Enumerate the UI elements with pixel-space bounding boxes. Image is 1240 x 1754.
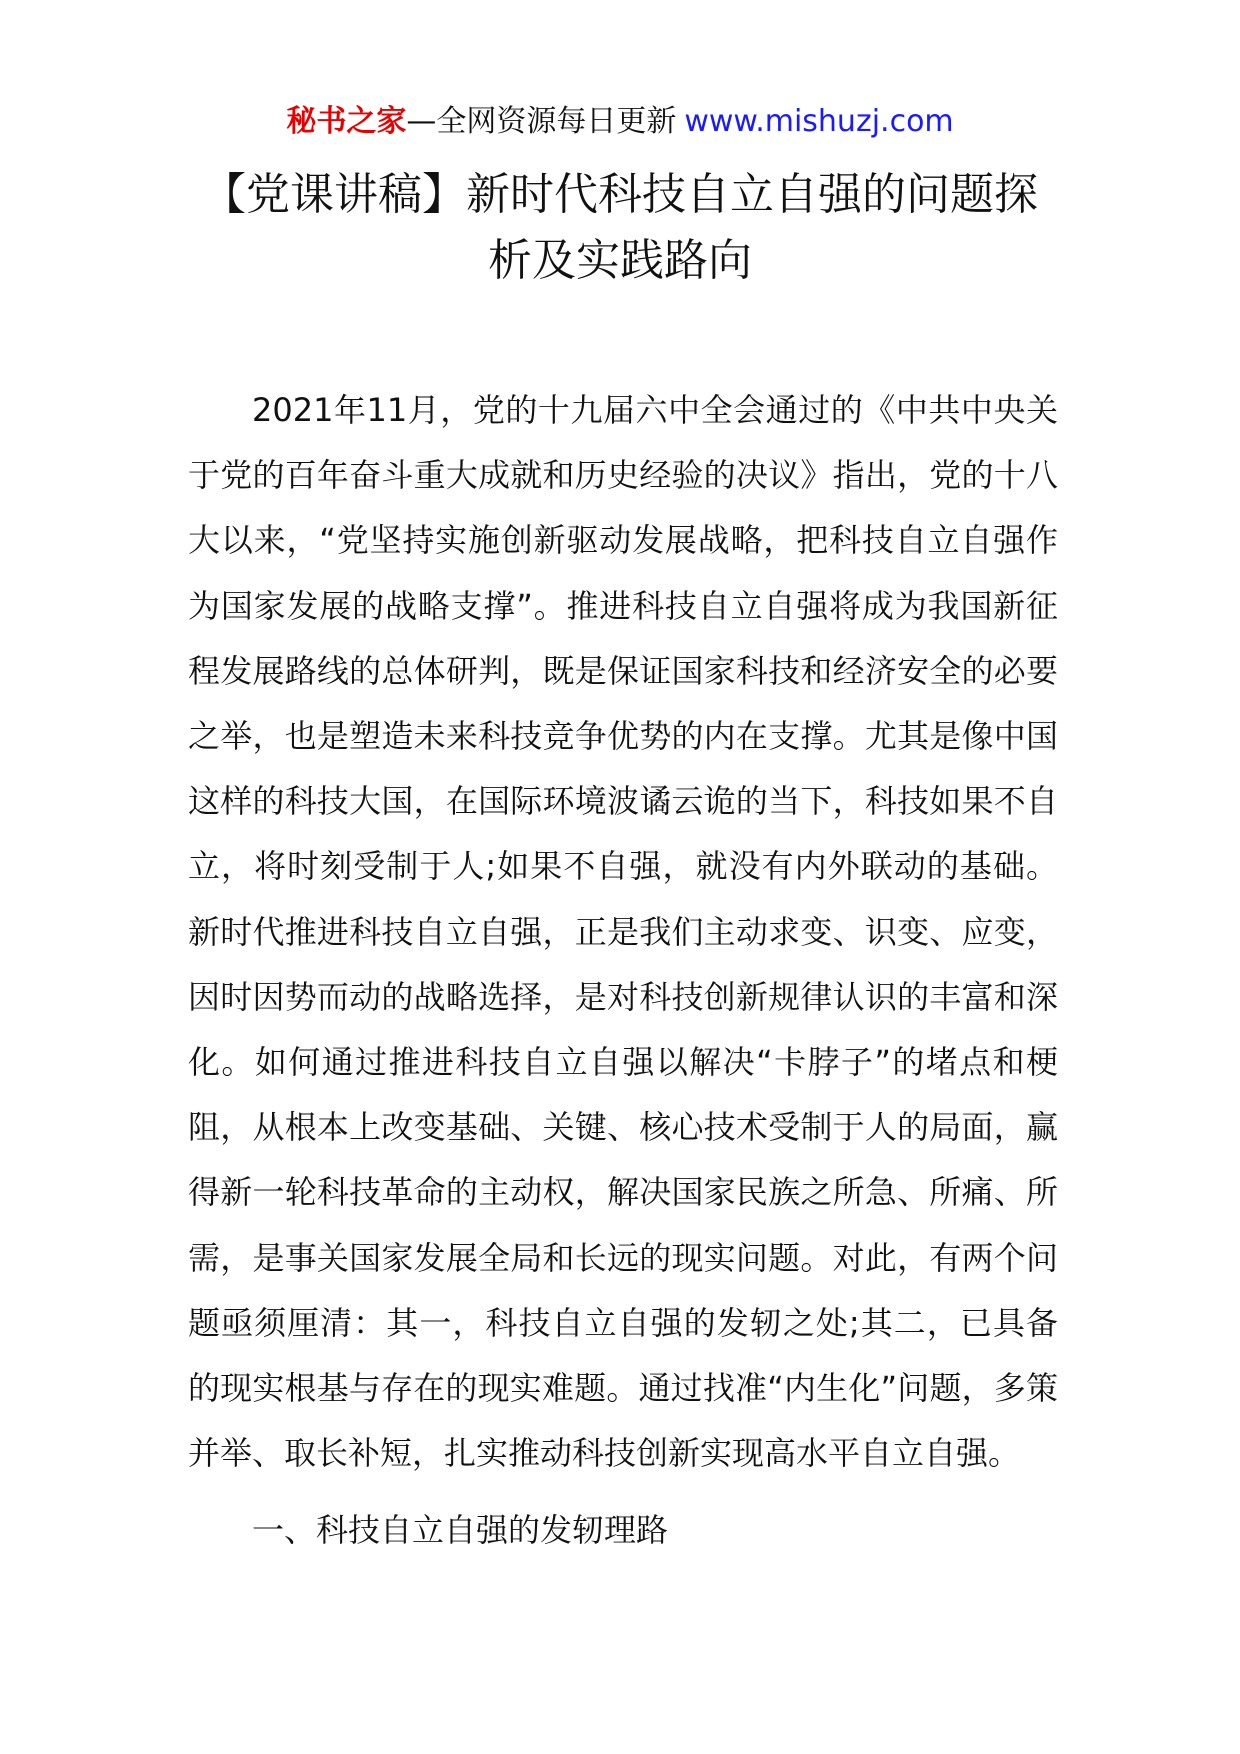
brand-name: 秘书之家 (286, 104, 407, 139)
site-url-link[interactable]: www.mishuzj.com (684, 104, 954, 139)
body-paragraph: 2021年11月，党的十九届六中全会通过的《中共中央关于党的百年奋斗重大成就和历史经验的决议》指出，党的十八大以来，“党坚持实施创新驱动发展战略，把科技自立自强作为国家发展的战略支撑”。推进科技自立自强将成为我国新征程发展路线的总体研判，既是保证国家科技和经济安全的必要之举，也是塑造未来科技竞争优势的内在支撑。尤其是像中国这样的科技大国，在国际环境波谲云诡的当下，科技如果不自立，将时刻受制于人;如果不自强，就没有内外联动的基础。新时代推进科技自立自强，正是我们主动求变、识变、应变，因时因势而动的战略选择，是对科技创新规律认识的丰富和深化。如何通过推进科技自立自强以解决“卡脖子”的堵点和梗阻，从根本上改变基础、关键、核心技术受制于人的局面，赢得新一轮科技革命的主动权，解决国家民族之所急、所痛、所需，是事关国家发展全局和长远的现实问题。对此，有两个问题亟须厘清：其一，科技自立自强的发轫之处;其二，已具备的现实根基与存在的现实难题。通过找准“内生化”问题，多策并举、取长补短，扎实推动科技创新实现高水平自立自强。 (188, 391, 1058, 1473)
section-heading: 一、科技自立自强的发轫理路 (252, 1511, 669, 1550)
document-body (188, 378, 1058, 1564)
document-title (185, 162, 1055, 294)
site-header (0, 102, 1240, 142)
header-tagline: —全网资源每日更新 (406, 104, 677, 139)
title-line-2: 析及实践路向 (488, 235, 752, 286)
title-line-1: 【党课讲稿】新时代科技自立自强的问题探 (202, 169, 1038, 220)
